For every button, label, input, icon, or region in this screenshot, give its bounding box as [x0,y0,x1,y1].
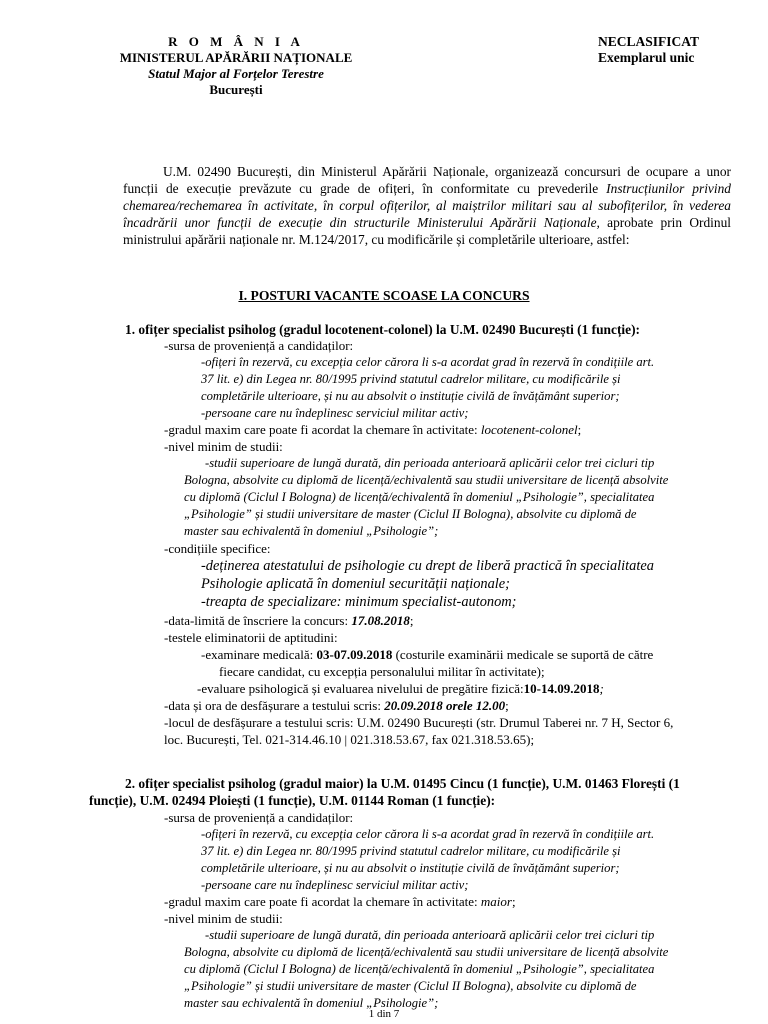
post1-med-value: 03-07.09.2018 [316,647,393,662]
institution-header [90,34,382,98]
post1-studies-2: Bologna, absolvite cu diplomă de licență/echivalentă sau studii universitare de licență absolvite [184,473,669,487]
post1-studies-4: „Psihologie” și studii universitare de master (Ciclul II Bologna), absolvite cu diplomă de [184,507,637,521]
post2-source-label: -sursa de proveniență a candidaților: [164,810,354,825]
post2-grade [164,894,516,910]
intro-paragraph [123,163,731,248]
post1-cond-1b: Psihologie aplicată în domeniul securității naționale; [201,576,510,592]
page-number: 1 din 7 [368,1008,400,1020]
post2-source-1b: 37 lit. e) din Legea nr. 80/1995 privind statutul cadrelor militare, cu modificările și [201,844,621,858]
post2-studies-label: -nivel minim de studii: [164,911,283,926]
post1-source-label: -sursa de proveniență a candidaților: [164,338,354,353]
post1-medical [201,647,653,663]
ministry-name: MINISTERUL APĂRĂRII NAȚIONALE [119,50,353,65]
post1-studies-3: cu diplomă (Ciclul I Bologna) de licență/echivalentă în domeniul „Psihologie”, specialitatea [184,490,655,504]
classification-label: NECLASIFICAT [598,34,700,49]
post2-studies-2: Bologna, absolvite cu diplomă de licență/echivalentă sau studii universitare de licență absolvite [184,945,669,959]
post1-deadline-end: ; [409,613,414,628]
post1-grade-end: ; [577,422,582,437]
post1-cond-label: -condițiile specifice: [164,541,271,556]
post1-place-a: -locul de desfășurare a testului scris: U.M. 02490 București (str. Drumul Taberei nr. 7 H, Sector 6, [164,715,674,730]
copy-label: Exemplarul unic [598,50,695,65]
post2-source-1a: -ofițeri în rezervă, cu excepția celor cărora li s-a acordat grad în rezervă în condițiile art. [201,827,655,841]
post1-place-b: loc. București, Tel. 021-314.46.10 | 021.318.53.67, fax 021.318.53.65); [164,732,535,747]
city-name: București [209,82,263,97]
section-title: I. POSTURI VACANTE SCOASE LA CONCURS [238,288,530,303]
post1-psy [197,681,604,697]
post1-grade-label: -gradul maxim care poate fi acordat la chemare în activitate: [164,422,481,437]
post1-source-2: -persoane care nu îndeplinesc serviciul militar activ; [201,406,469,420]
intro-text-b: aprobate prin Ordinul ministrului apărării naționale nr. M.124/2017, cu modificările și completările ulterioare, astfel: [123,215,731,247]
post1-studies-5: master sau echivalentă în domeniul „Psihologie”; [184,524,439,538]
post1-studies-1: -studii superioare de lungă durată, din perioada anterioară aplicării celor trei cicluri tip [205,456,655,470]
post2-source-1c: completările ulterioare, și nu au absolvit o instituție civilă de învățământ superior; [201,861,620,875]
post1-tests-label: -testele eliminatorii de aptitudini: [164,630,338,645]
post1-written-end: ; [505,698,509,713]
post1-source-1b: 37 lit. e) din Legea nr. 80/1995 privind statutul cadrelor militare, cu modificările și [201,372,621,386]
post1-deadline-label: -data-limită de înscriere la concurs: [164,613,352,628]
post1-source-1c: completările ulterioare, și nu au absolvit o instituție civilă de învățământ superior; [201,389,620,403]
post1-source-1a: -ofițeri în rezervă, cu excepția celor cărora li s-a acordat grad în rezervă în condițiile art. [201,355,655,369]
post2-grade-end: ; [511,894,516,909]
post1-med-label: -examinare medicală: [201,647,317,662]
post1-cond-1a: -deținerea atestatului de psihologie cu drept de liberă practică în specialitatea [201,558,654,574]
post1-psy-value: 10-14.09.2018 [523,681,600,696]
post1-med-text-a: (costurile examinării medicale se suportă de către [392,647,654,662]
post2-studies-4: „Psihologie” și studii universitare de master (Ciclul II Bologna), absolvite cu diplomă de [184,979,637,993]
post1-psy-label: -evaluare psihologică și evaluarea nivelului de pregătire fizică: [197,681,524,696]
post1-grade-value: locotenent-colonel [480,422,578,437]
post1-psy-end: ; [599,681,604,696]
post1-title: 1. ofițer specialist psiholog (gradul locotenent-colonel) la U.M. 02490 București (1 funcție): [125,322,640,337]
post1-written-label: -data și ora de desfășurare a testului scris: [164,698,385,713]
classification-block [598,34,699,66]
post1-cond-2: -treapta de specializare: minimum specialist-autonom; [201,594,517,610]
post1-med-text-b: fiecare candidat, cu excepția personalului militar în activitate); [219,664,545,679]
post2-grade-value: maior [480,894,512,909]
post1-written-value: 20.09.2018 orele 12.00 [384,698,506,713]
post2-source-2: -persoane care nu îndeplinesc serviciul militar activ; [201,878,469,892]
post1-studies-label: -nivel minim de studii: [164,439,283,454]
intro-text-italic: Instrucțiunilor privind chemarea/rechemarea în activitate, în corpul ofițerilor, al maiștrilor militari sau al subofițerilor, în vederea încadrării unor funcții de execuție din structurile Ministerului Apărării Naționale, [123,181,731,230]
country-name: R O M Â N I A [168,34,304,49]
post2-studies-3: cu diplomă (Ciclul I Bologna) de licență/echivalentă în domeniul „Psihologie”, specialitatea [184,962,655,976]
post1-deadline [164,613,413,629]
post1-deadline-value: 17.08.2018 [351,613,410,628]
intro-text-a: U.M. 02490 București, din Ministerul Apărării Naționale, organizează concursuri de ocupare a unor funcții de execuție prevăzute cu grade de ofițeri, în conformitate cu prevederile [123,164,731,196]
post1-written [164,698,509,714]
post2-title-a: 2. ofițer specialist psiholog (gradul maior) la U.M. 01495 Cincu (1 funcție), U.M. 01463 Florești (1 [125,776,680,791]
staff-name: Statul Major al Forțelor Terestre [148,66,324,81]
post2-grade-label: -gradul maxim care poate fi acordat la chemare în activitate: [164,894,481,909]
post2-studies-5: master sau echivalentă în domeniul „Psihologie”; [184,996,439,1010]
post1-grade [164,422,581,438]
post2-title-b: funcție), U.M. 02494 Ploiești (1 funcție), U.M. 01144 Roman (1 funcție): [89,793,496,808]
post2-studies-1: -studii superioare de lungă durată, din perioada anterioară aplicării celor trei cicluri tip [205,928,655,942]
